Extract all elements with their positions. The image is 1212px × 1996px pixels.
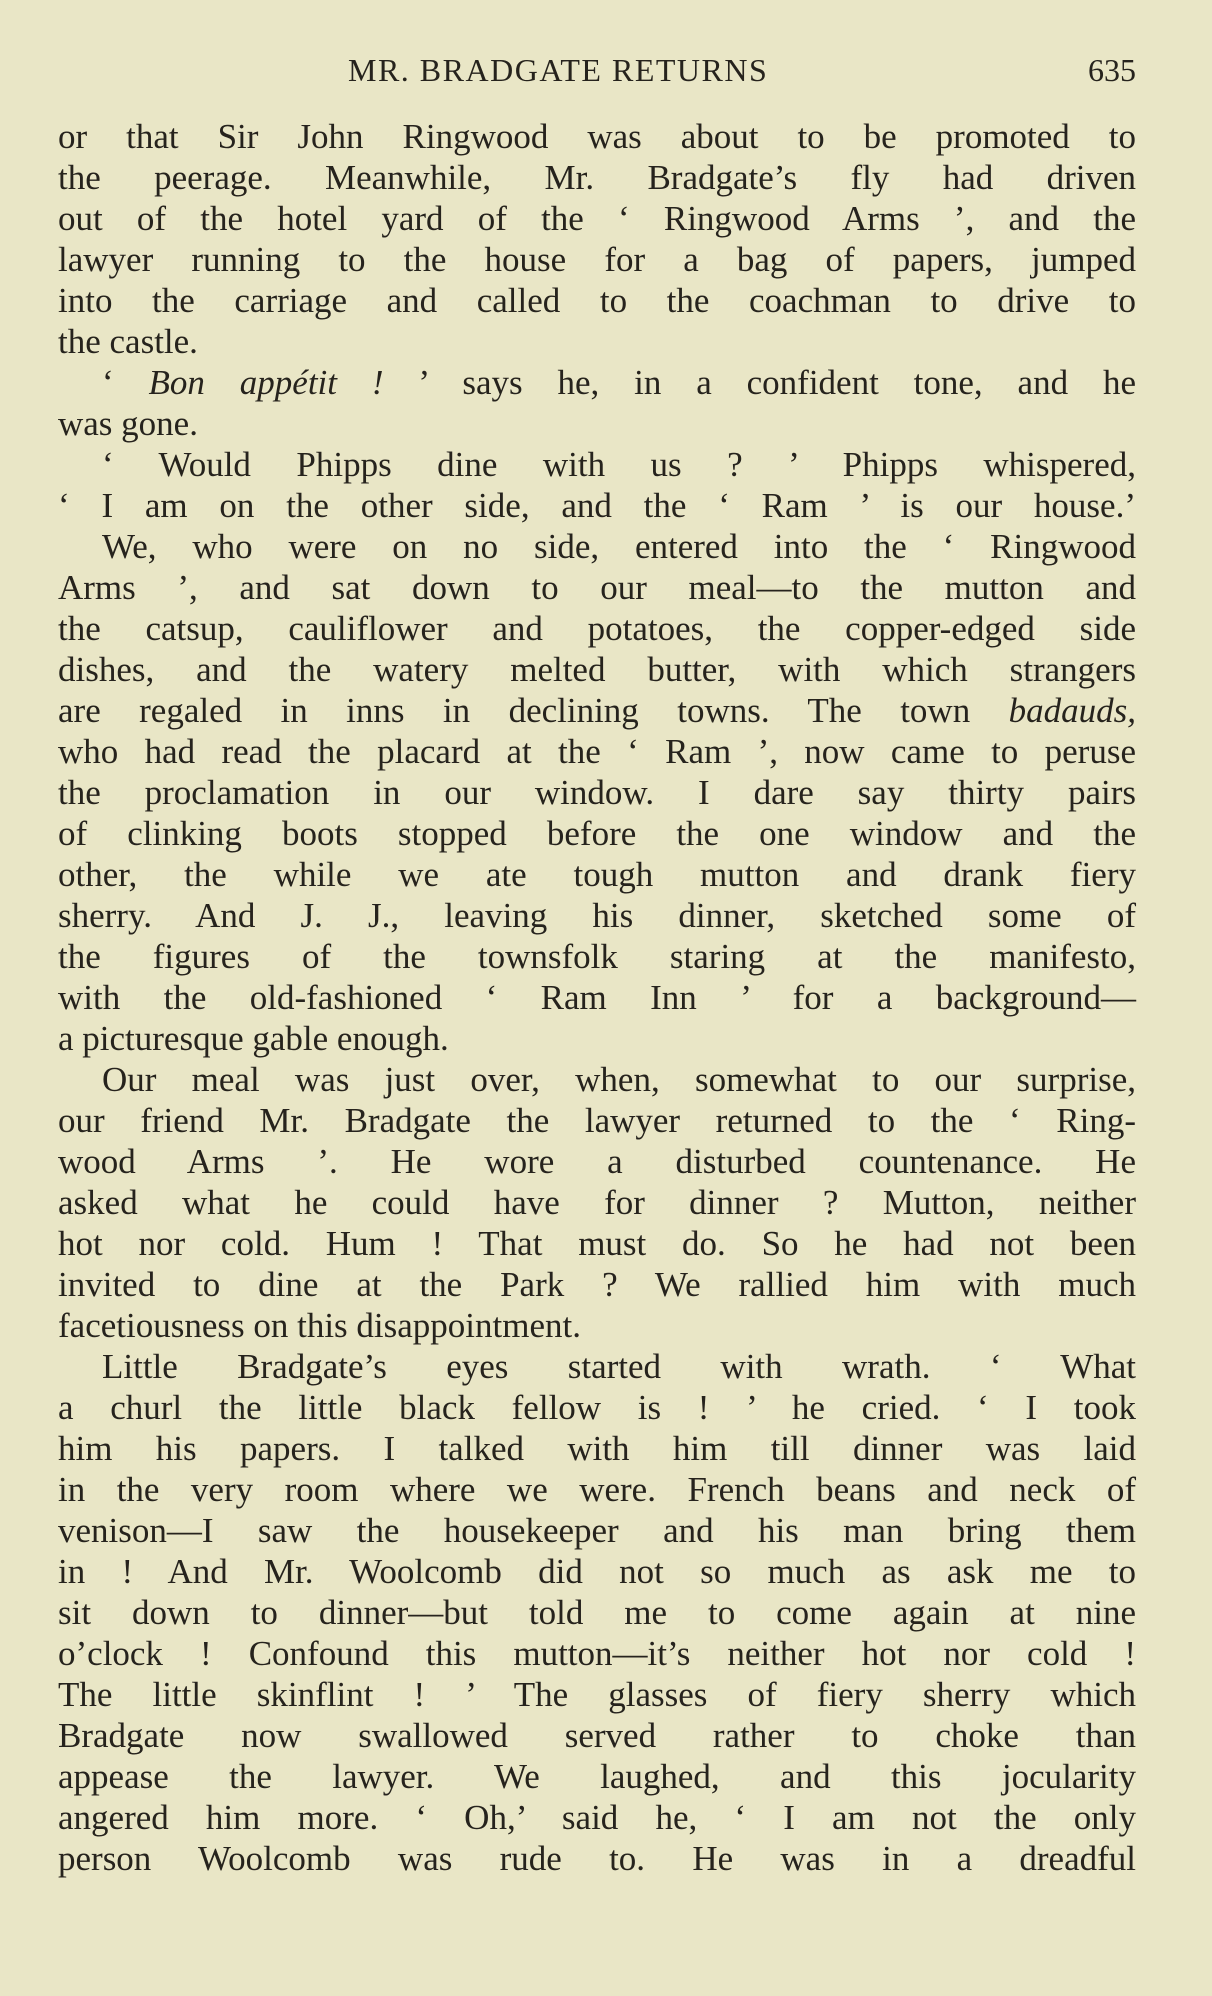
- paragraph-3: [58, 444, 1136, 526]
- text-line: Little Bradgate’s eyes started with wrath. ‘ What: [102, 1347, 1136, 1386]
- text-line: ‘ Bon appétit ! ’ says he, in a confident tone, and he: [102, 363, 1136, 402]
- text-line: the catsup, cauliflower and potatoes, the copper-edged side: [58, 609, 1136, 648]
- text-line: in ! And Mr. Woolcomb did not so much as ask me to: [58, 1552, 1136, 1591]
- italic-phrase: Bon appétit !: [148, 363, 384, 402]
- paragraph-1: [58, 116, 1136, 362]
- text-line: invited to dine at the Park ? We rallied him with much: [58, 1265, 1136, 1304]
- text-line: the proclamation in our window. I dare say thirty pairs: [58, 773, 1136, 812]
- text-line: into the carriage and called to the coachman to drive to: [58, 281, 1136, 320]
- italic-word: badauds,: [1008, 691, 1136, 730]
- text-line: out of the hotel yard of the ‘ Ringwood Arms ’, and the: [58, 199, 1136, 238]
- text-line: the peerage. Meanwhile, Mr. Bradgate’s fly had driven: [58, 158, 1136, 197]
- text-line: the figures of the townsfolk staring at the manifesto,: [58, 937, 1136, 976]
- text-line: our friend Mr. Bradgate the lawyer returned to the ‘ Ring-: [58, 1101, 1136, 1140]
- paragraph-4: [58, 526, 1136, 1059]
- text-line: other, the while we ate tough mutton and drank fiery: [58, 855, 1136, 894]
- text-run: are regaled in inns in declining towns. The town: [58, 691, 971, 730]
- text-line: dishes, and the watery melted butter, with which strangers: [58, 650, 1136, 689]
- text-line: was gone.: [58, 404, 198, 443]
- text-line: angered him more. ‘ Oh,’ said he, ‘ I am not the only: [58, 1798, 1136, 1837]
- text-line: ‘ Would Phipps dine with us ? ’ Phipps whispered,: [102, 445, 1136, 484]
- text-line: wood Arms ’. He wore a disturbed countenance. He: [58, 1142, 1136, 1181]
- text-line: with the old-fashioned ‘ Ram Inn ’ for a background—: [58, 978, 1136, 1017]
- text-line: facetiousness on this disappointment.: [58, 1306, 581, 1345]
- text-line: The little skinflint ! ’ The glasses of fiery sherry which: [58, 1675, 1136, 1714]
- text-line: Our meal was just over, when, somewhat to our surprise,: [102, 1060, 1136, 1099]
- text-line: in the very room where we were. French beans and neck of: [58, 1470, 1136, 1509]
- text-line: who had read the placard at the ‘ Ram ’, now came to peruse: [58, 732, 1136, 771]
- paragraph-2: [58, 362, 1136, 444]
- text-line: We, who were on no side, entered into the ‘ Ringwood: [102, 527, 1136, 566]
- text-line: the castle.: [58, 322, 198, 361]
- body-text: [58, 116, 1136, 1879]
- text-line: him his papers. I talked with him till dinner was laid: [58, 1429, 1136, 1468]
- text-line: a churl the little black fellow is ! ’ he cried. ‘ I took: [58, 1388, 1136, 1427]
- text-line: venison—I saw the housekeeper and his man bring them: [58, 1511, 1136, 1550]
- text-line: or that Sir John Ringwood was about to be promoted to: [58, 117, 1136, 156]
- text-line: Arms ’, and sat down to our meal—to the mutton and: [58, 568, 1136, 607]
- text-line: ‘ I am on the other side, and the ‘ Ram ’ is our house.’: [58, 486, 1136, 525]
- text-line: appease the lawyer. We laughed, and this jocularity: [58, 1757, 1136, 1796]
- paragraph-6: [58, 1346, 1136, 1879]
- page-number: 635: [1088, 52, 1136, 88]
- text-line: person Woolcomb was rude to. He was in a dreadful: [58, 1839, 1136, 1878]
- text-line: Bradgate now swallowed served rather to choke than: [58, 1716, 1136, 1755]
- text-line: lawyer running to the house for a bag of papers, jumped: [58, 240, 1136, 279]
- running-title: MR. BRADGATE RETURNS: [348, 52, 769, 88]
- text-line: [58, 690, 1136, 731]
- paragraph-5: [58, 1059, 1136, 1346]
- text-line: hot nor cold. Hum ! That must do. So he had not been: [58, 1224, 1136, 1263]
- text-line: o’clock ! Confound this mutton—it’s neither hot nor cold !: [58, 1634, 1136, 1673]
- text-line: asked what he could have for dinner ? Mutton, neither: [58, 1183, 1136, 1222]
- text-line: sherry. And J. J., leaving his dinner, sketched some of: [58, 896, 1136, 935]
- text-line: a picturesque gable enough.: [58, 1019, 449, 1058]
- running-head: [58, 50, 1136, 98]
- text-line: of clinking boots stopped before the one window and the: [58, 814, 1136, 853]
- text-line: sit down to dinner—but told me to come again at nine: [58, 1593, 1136, 1632]
- text-run: says he, in a confident tone, and he: [462, 363, 1136, 402]
